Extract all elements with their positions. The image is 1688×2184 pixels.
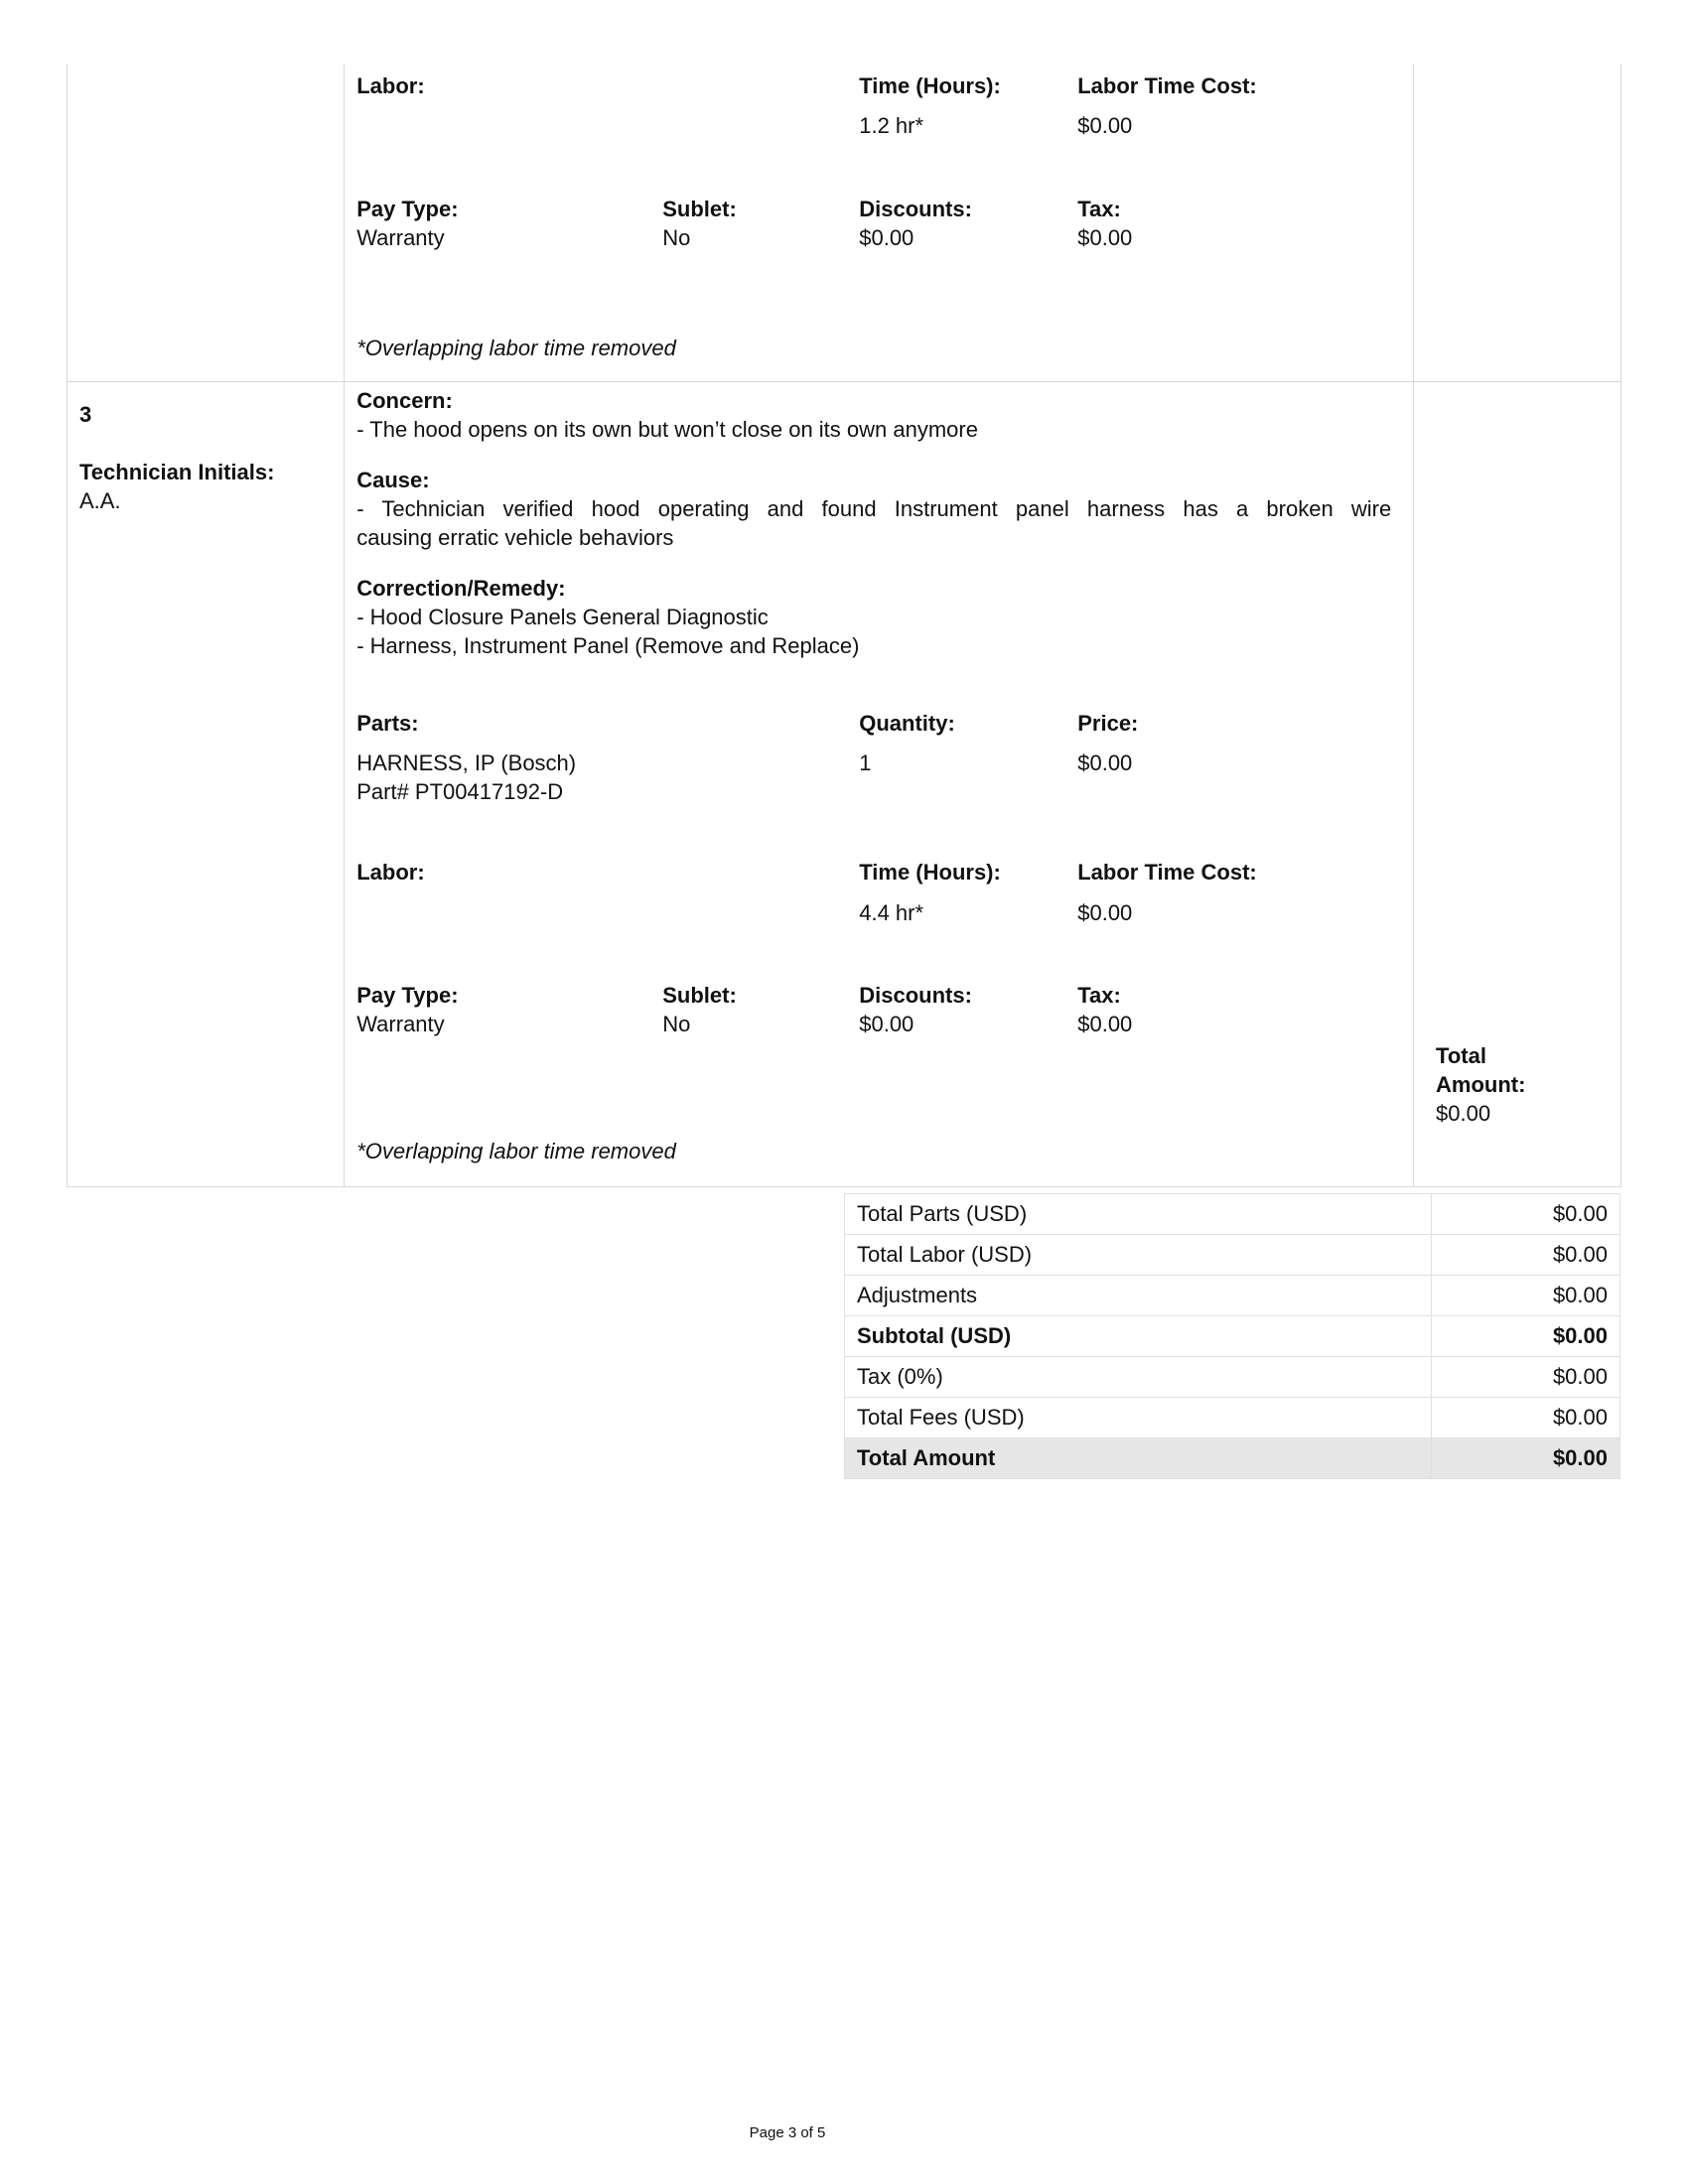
totals-table — [844, 1193, 1620, 1479]
pay-type-value: Warranty — [356, 1012, 445, 1036]
part-name: HARNESS, IP (Bosch) — [356, 751, 577, 775]
totals-row-value: $0.00 — [1432, 1316, 1620, 1357]
part-price: $0.00 — [1077, 751, 1133, 775]
line-number: 3 — [79, 402, 92, 427]
totals-row-label: Subtotal (USD) — [845, 1316, 1432, 1357]
tax-value: $0.00 — [1077, 1012, 1133, 1036]
totals-row-label: Tax (0%) — [845, 1357, 1432, 1398]
line-total-label-2: Amount: — [1436, 1072, 1526, 1097]
sublet-label: Sublet: — [662, 983, 737, 1008]
discounts-value: $0.00 — [859, 1012, 914, 1036]
totals-row-label: Adjustments — [845, 1276, 1432, 1316]
line-prev-total-cell — [1414, 64, 1621, 382]
cause-label: Cause: — [356, 468, 430, 492]
totals-row-label: Total Parts (USD) — [845, 1194, 1432, 1235]
totals-row-label: Total Labor (USD) — [845, 1235, 1432, 1276]
overlap-note: *Overlapping labor time removed — [356, 1139, 676, 1163]
totals-row-value: $0.00 — [1432, 1235, 1620, 1276]
cause-text-line1: - Technician verified hood operating and found Instrument panel harness has a broken wire — [356, 496, 1392, 521]
labor-cost-value: $0.00 — [1077, 900, 1133, 925]
repair-lines-table — [67, 64, 1621, 1187]
price-label: Price: — [1077, 711, 1139, 736]
quantity-label: Quantity: — [859, 711, 955, 736]
part-quantity: 1 — [859, 751, 872, 775]
tax-label: Tax: — [1077, 983, 1121, 1008]
totals-row-value: $0.00 — [1432, 1438, 1620, 1479]
discounts-label: Discounts: — [859, 197, 972, 221]
line-3-total-cell — [1414, 382, 1621, 1187]
totals-row-value: $0.00 — [1432, 1398, 1620, 1438]
parts-label: Parts: — [356, 711, 419, 736]
time-hours-value: 4.4 hr* — [859, 900, 924, 925]
totals-row — [845, 1398, 1620, 1438]
correction-label: Correction/Remedy: — [356, 576, 566, 601]
line-prev-detail-cell — [345, 64, 1414, 382]
part-number: Part# PT00417192-D — [356, 779, 564, 804]
cause-text-line2: causing erratic vehicle behaviors — [356, 525, 674, 550]
correction-line1: - Hood Closure Panels General Diagnostic — [356, 605, 769, 629]
labor-cost-value: $0.00 — [1077, 113, 1133, 138]
totals-row-total-amount — [845, 1438, 1620, 1479]
line-item-3 — [68, 382, 1621, 1187]
sublet-label: Sublet: — [662, 197, 737, 221]
line-total-value: $0.00 — [1436, 1101, 1491, 1126]
line-3-meta-cell — [68, 382, 345, 1187]
page-number: Page 3 of 5 — [749, 2124, 826, 2141]
sublet-value: No — [662, 1012, 691, 1036]
totals-row-value: $0.00 — [1432, 1357, 1620, 1398]
discounts-label: Discounts: — [859, 983, 972, 1008]
line-3-detail-cell — [345, 382, 1414, 1187]
pay-type-label: Pay Type: — [356, 983, 459, 1008]
totals-row — [845, 1276, 1620, 1316]
correction-line2: - Harness, Instrument Panel (Remove and Replace) — [356, 633, 860, 658]
pay-type-label: Pay Type: — [356, 197, 459, 221]
totals-row — [845, 1194, 1620, 1235]
labor-label: Labor: — [356, 73, 425, 98]
totals-row — [845, 1357, 1620, 1398]
time-hours-value: 1.2 hr* — [859, 113, 924, 138]
labor-label: Labor: — [356, 860, 425, 885]
totals-row-value: $0.00 — [1432, 1276, 1620, 1316]
time-hours-label: Time (Hours): — [859, 860, 1001, 885]
labor-cost-label: Labor Time Cost: — [1077, 860, 1257, 885]
tax-label: Tax: — [1077, 197, 1121, 221]
pay-type-value: Warranty — [356, 225, 445, 250]
discounts-value: $0.00 — [859, 225, 914, 250]
totals-row-subtotal — [845, 1316, 1620, 1357]
line-prev-meta-cell — [68, 64, 345, 382]
totals-row-label: Total Fees (USD) — [845, 1398, 1432, 1438]
overlap-note: *Overlapping labor time removed — [356, 336, 676, 360]
line-total-label-1: Total — [1436, 1043, 1486, 1068]
concern-text: - The hood opens on its own but won’t close on its own anymore — [356, 417, 978, 442]
technician-initials-label: Technician Initials: — [79, 460, 275, 484]
concern-label: Concern: — [356, 388, 453, 413]
totals-row-value: $0.00 — [1432, 1194, 1620, 1235]
labor-cost-label: Labor Time Cost: — [1077, 73, 1257, 98]
sublet-value: No — [662, 225, 691, 250]
line-item-prev — [68, 64, 1621, 382]
technician-initials-value: A.A. — [79, 488, 121, 513]
totals-row — [845, 1235, 1620, 1276]
totals-row-label: Total Amount — [845, 1438, 1432, 1479]
tax-value: $0.00 — [1077, 225, 1133, 250]
time-hours-label: Time (Hours): — [859, 73, 1001, 98]
